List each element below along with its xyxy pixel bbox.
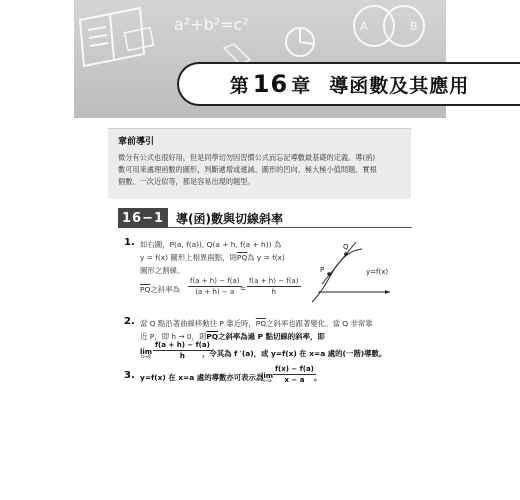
item-2-line-2: 近 P，即 h → 0，則$\overline{PQ}$之斜率為過 P 點切線的斜率，即 [140,332,325,341]
item-3-end: 。 [314,373,322,382]
pie-chart-icon [286,28,314,56]
venn-diagram-icon [354,6,424,46]
intro-body [118,152,401,188]
limit-h-to-0: lim h→0 [140,348,153,360]
intro-line: 微分有公式也很好用，但是同學切勿因習慣公式而忘記導數最基礎的定義。導(函) [118,153,376,162]
item-3-text: y=f(x) 在 x=a 處的導數亦可表示為 [140,373,264,382]
intro-line: 數可用來處理函數的圖形，判斷遞增或遞減、圖形的凹向、極大極小值問題、實根 [118,165,377,174]
derivative-alt-fraction: $\frac{f(x) - f(a)}{x - a}$ [275,365,314,384]
card-icon [124,27,153,50]
secant-line [322,242,356,284]
svg-text:B: B [410,20,418,33]
section-header [118,208,412,228]
notebook-icon [80,8,144,66]
equals-sign: = [240,284,247,293]
item-1-number: 1. [124,237,135,248]
chapter-number: 16 [252,70,289,98]
point-q [344,252,348,256]
label-p: P [320,266,325,274]
curve-y-f-x [312,249,362,302]
item-1-line-1: 如右圖，P(a, f(a)), Q(a + h, f(a + h)) 為 [140,240,282,249]
intro-title: 章前導引 [118,137,155,147]
item-2-line-1: 當 Q 點沿著曲線移動往 P 靠近時，$\overline{PQ}$之斜率也跟著變化。當 Q 非常靠 [140,319,373,328]
item-1-line-2: y = f(x) 圖形上相異兩點，則$\overline{PQ}$為 y = f(x) [140,253,285,262]
derivative-limit-fraction: $\frac{f(a + h) - f(a)}{h}$ [155,341,210,360]
x-axis-arrow [385,290,390,294]
chapter-name: 導函數及其應用 [329,75,470,97]
chapter-prefix: 第 [229,75,250,97]
svg-text:A: A [360,20,368,33]
item-1-line-4: $\overline{PQ}$之斜率為 [140,285,180,294]
chapter-intro-box [108,128,411,199]
banner-formula: a²+b²=c² [174,15,249,34]
section-number: 16−1 [118,208,168,228]
item-2-number: 2. [124,316,135,327]
intro-line: 個數、一次近似等，都是容易出現的題型。 [118,177,255,186]
item-3-number: 3. [124,370,135,381]
label-curve: y=f(x) [366,268,389,276]
label-q: Q [343,243,349,251]
section-title: 導(函)數與切線斜率 [176,212,283,226]
chapter-title [230,70,469,98]
point-p [327,272,331,276]
chapter-banner [74,0,470,118]
secant-slope-fraction-2: $\frac{f(a + h) - f(a)}{h}$ [249,277,299,296]
limit-x-to-a: lim x→a [261,372,274,384]
item-2-line-3: ，令其為 f ′(a)，或 y=f(x) 在 x=a 處的(一階)導數。 [202,349,387,358]
chapter-title-bar [177,62,520,106]
secant-slope-fraction-1: $\frac{f(a + h) - f(a)}{(a + h) - a}$ [190,277,240,296]
item-1-line-3: 圖形之割線。 [140,266,185,275]
chapter-suffix: 章 [291,75,312,97]
secant-graph [296,236,396,304]
